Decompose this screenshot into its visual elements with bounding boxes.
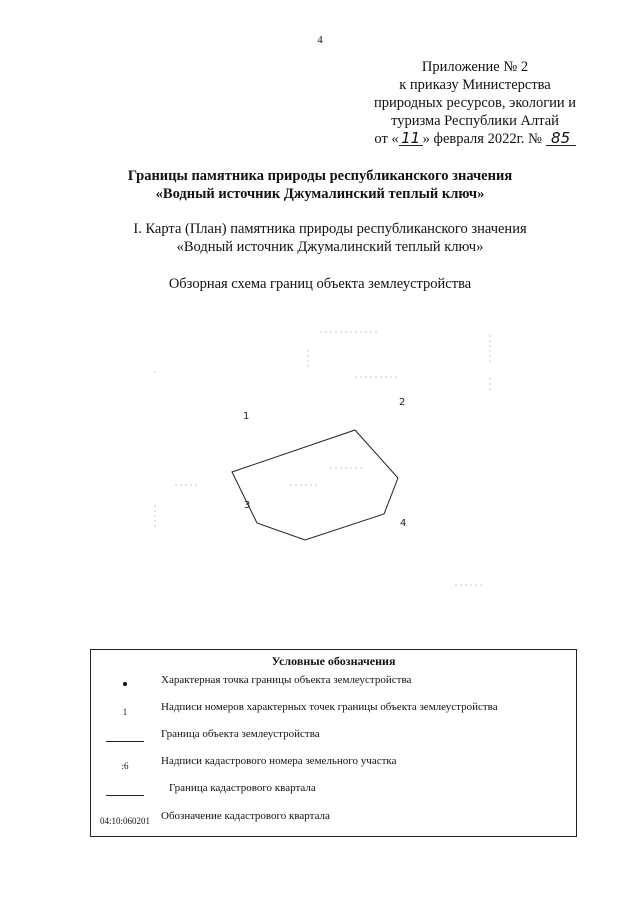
- legend-title: Условные обозначения: [271, 654, 396, 668]
- legend-text: Надписи номеров характерных точек границы объекта землеустройства: [161, 701, 498, 713]
- point-label-2: 2: [399, 397, 406, 408]
- appendix-line-2: к приказу Министерства: [399, 77, 551, 93]
- point-label-3: 3: [244, 500, 251, 511]
- appendix-date-line: [340, 130, 610, 148]
- point-label-4: 4: [400, 518, 407, 529]
- legend-symbol-dot: [95, 678, 155, 688]
- legend-text: Граница кадастрового квартала: [169, 782, 316, 794]
- point-label-1: 1: [243, 411, 250, 422]
- solid-line-icon: [106, 795, 144, 796]
- legend-item-point: [91, 674, 576, 694]
- appendix-line-3: природных ресурсов, экологии и: [373, 95, 577, 111]
- legend-symbol-cadastral-label: :6: [121, 761, 129, 771]
- order-day: 11: [399, 131, 423, 146]
- appendix-line-1: Приложение № 2: [421, 59, 529, 75]
- document-title: [60, 167, 580, 203]
- legend-text: Надписи кадастрового номера земельного участка: [161, 755, 397, 767]
- overview-map: [140, 320, 520, 610]
- legend-symbol-line: [95, 788, 155, 798]
- order-number: 85: [546, 131, 576, 146]
- title-line-2: «Водный источник Джумалинский теплый ключ»: [155, 186, 485, 202]
- legend-text: Обозначение кадастрового квартала: [161, 810, 330, 822]
- legend-item-object-boundary: [91, 728, 576, 748]
- date-middle: » февраля 2022г. №: [422, 131, 542, 147]
- subtitle-line-1: I. Карта (План) памятника природы республиканского значения: [133, 221, 527, 237]
- solid-line-icon: [106, 741, 144, 742]
- faint-cadastral-marks: [154, 332, 490, 585]
- legend-symbol-number: 1: [122, 707, 128, 717]
- subtitle-line-2: «Водный источник Джумалинский теплый ключ»: [176, 239, 484, 255]
- section-heading: [60, 220, 600, 256]
- legend-item-point-numbers: [91, 701, 576, 721]
- dot-icon: [123, 682, 127, 686]
- scheme-title: Обзорная схема границ объекта землеустройства: [168, 276, 472, 292]
- date-prefix: от «: [374, 131, 399, 147]
- legend-box: [90, 649, 577, 837]
- page-number: 4: [317, 34, 323, 46]
- legend-symbol-line: [95, 734, 155, 744]
- legend-item-quarter-boundary: [91, 782, 576, 802]
- legend-item-quarter-label: [91, 810, 576, 830]
- legend-text: Характерная точка границы объекта землеустройства: [161, 674, 412, 686]
- title-line-1: Границы памятника природы республиканского значения: [127, 168, 513, 184]
- appendix-header: [340, 58, 610, 148]
- appendix-line-4: туризма Республики Алтай: [391, 113, 559, 129]
- legend-item-cadastral-number: [91, 755, 576, 775]
- legend-symbol-quarter-code: 04:10:060201: [99, 816, 150, 826]
- legend-text: Граница объекта землеустройства: [161, 728, 320, 740]
